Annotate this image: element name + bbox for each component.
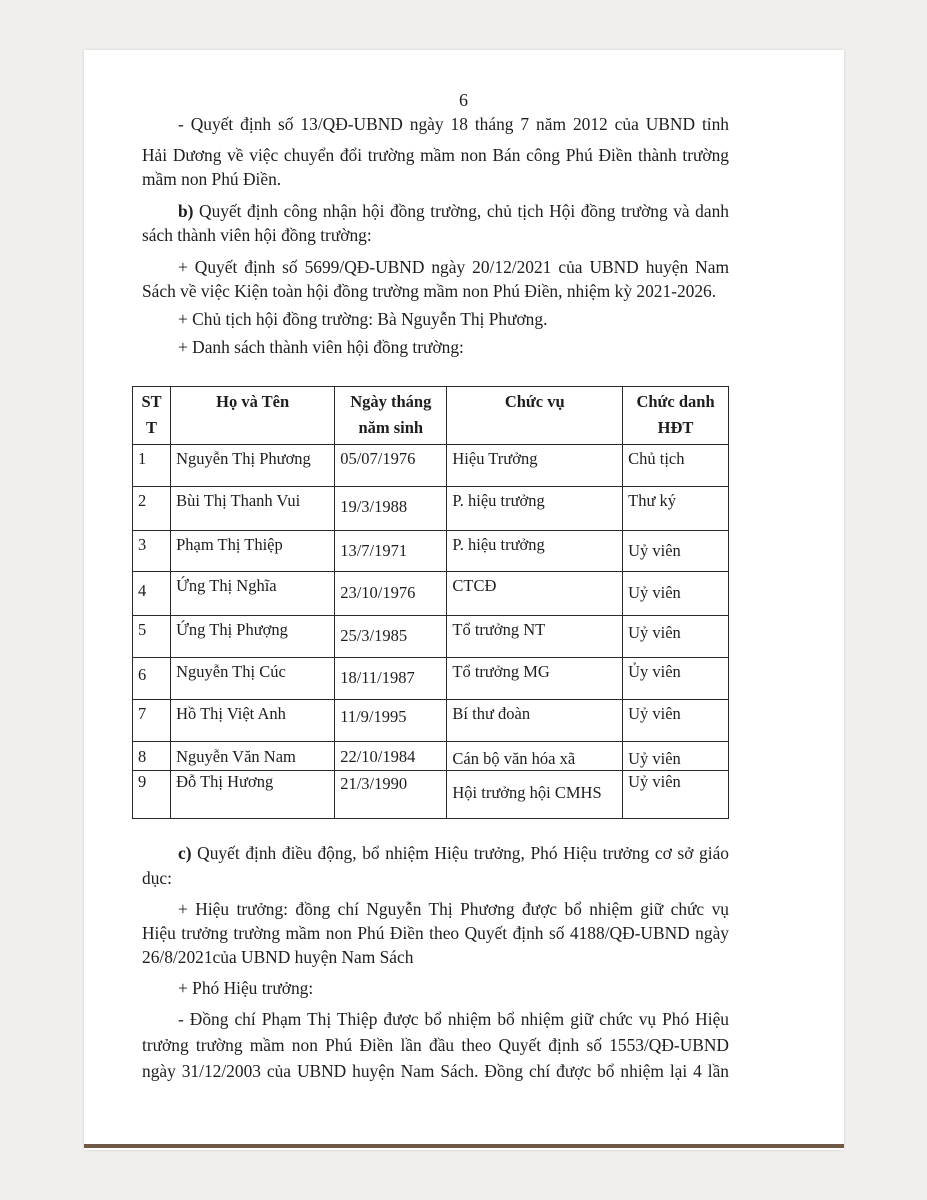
cell-role: Chủ tịch [623,445,729,487]
intro-line-1: - Quyết định số 13/QĐ-UBND ngày 18 tháng 7 năm 2012 của UBND tỉnh [178,114,729,134]
cell-position: P. hiệu trưởng [447,531,623,572]
cell-dob: 19/3/1988 [335,487,447,531]
section-b-line-2: sách thành viên hội đồng trường: [142,225,372,245]
cell-name: Nguyễn Văn Nam [171,742,335,771]
council-members-table [132,386,729,819]
table-row [133,487,729,531]
cell-position: Hội trưởng hội CMHS [447,771,623,819]
cell-dob: 11/9/1995 [335,700,447,742]
cell-name: Ứng Thị Phượng [171,616,335,658]
vice-line-1: - Đồng chí Phạm Thị Thiệp được bổ nhiệm bổ nhiệm giữ chức vụ Phó Hiệu [178,1009,729,1029]
section-c-text: Quyết định điều động, bổ nhiệm Hiệu trưởng, Phó Hiệu trưởng cơ sở giáo [197,843,729,863]
section-b-label: b) [178,201,194,221]
table-row [133,531,729,572]
cell-name: Ứng Thị Nghĩa [171,572,335,616]
table-row [133,572,729,616]
cell-name: Nguyễn Thị Phương [171,445,335,487]
cell-dob: 25/3/1985 [335,616,447,658]
cell-name: Bùi Thị Thanh Vui [171,487,335,531]
section-b-text: Quyết định công nhận hội đồng trường, chủ tịch Hội đồng trường và danh [199,201,729,221]
cell-dob: 23/10/1976 [335,572,447,616]
cell-role: Uỷ viên [623,616,729,658]
section-c-label: c) [178,843,192,863]
cell-role: Thư ký [623,487,729,531]
member-list-heading: + Danh sách thành viên hội đồng trường: [178,337,464,357]
vice-principal-heading: + Phó Hiệu trưởng: [178,978,314,998]
cell-position: CTCĐ [447,572,623,616]
cell-stt: 4 [133,572,171,616]
cell-name: Nguyễn Thị Cúc [171,658,335,700]
table-row [133,700,729,742]
cell-role: Uỷ viên [623,700,729,742]
page-number: 6 [459,90,468,110]
cell-position: Tổ trưởng NT [447,616,623,658]
cell-dob: 13/7/1971 [335,531,447,572]
page-bottom-border [84,1144,844,1148]
table-row [133,742,729,771]
cell-dob: 22/10/1984 [335,742,447,771]
table-row [133,616,729,658]
table-header-row [133,387,729,445]
header-position: Chức vụ [447,387,623,445]
cell-position: Hiệu Trưởng [447,445,623,487]
section-b-line-1 [178,200,729,222]
decision-line-1: + Quyết định số 5699/QĐ-UBND ngày 20/12/2021 của UBND huyện Nam [178,257,729,277]
principal-line-2: Hiệu trưởng trường mầm non Phú Điền theo Quyết định số 4188/QĐ-UBND ngày [142,923,729,943]
principal-line-3: 26/8/2021của UBND huyện Nam Sách [142,947,414,967]
cell-name: Phạm Thị Thiệp [171,531,335,572]
cell-position: Bí thư đoàn [447,700,623,742]
cell-dob: 21/3/1990 [335,771,447,819]
section-c-line-2: dục: [142,868,172,888]
cell-name: Hồ Thị Việt Anh [171,700,335,742]
cell-stt: 6 [133,658,171,700]
intro-line-3: mầm non Phú Điền. [142,169,282,189]
section-c-line-1 [178,842,729,864]
cell-stt: 1 [133,445,171,487]
decision-line-2: Sách về việc Kiện toàn hội đồng trường mầm non Phú Điền, nhiệm kỳ 2021-2026. [142,281,717,301]
header-stt: ST T [133,387,171,445]
cell-role: Uỷ viên [623,531,729,572]
cell-dob: 18/11/1987 [335,658,447,700]
header-role: Chức danh HĐT [623,387,729,445]
cell-dob: 05/07/1976 [335,445,447,487]
principal-line-1: + Hiệu trưởng: đồng chí Nguyễn Thị Phương được bổ nhiệm giữ chức vụ [178,899,729,919]
cell-stt: 2 [133,487,171,531]
cell-role: Uỷ viên [623,572,729,616]
vice-line-3: ngày 31/12/2003 của UBND huyện Nam Sách. Đồng chí được bổ nhiệm lại 4 lần [142,1061,729,1081]
cell-stt: 8 [133,742,171,771]
cell-name: Đỗ Thị Hương [171,771,335,819]
cell-role: Uỷ viên [623,771,729,819]
table-row [133,445,729,487]
table-row [133,771,729,819]
cell-position: Tổ trưởng MG [447,658,623,700]
table-row [133,658,729,700]
vice-line-2: trưởng trường mầm non Phú Điền lần đầu theo Quyết định số 1553/QĐ-UBND [142,1035,729,1055]
chair-line: + Chủ tịch hội đồng trường: Bà Nguyễn Thị Phương. [178,309,548,329]
header-name: Họ và Tên [171,387,335,445]
cell-position: Cán bộ văn hóa xã [447,742,623,771]
cell-stt: 5 [133,616,171,658]
cell-role: Uỷ viên [623,742,729,771]
cell-stt: 7 [133,700,171,742]
cell-position: P. hiệu trưởng [447,487,623,531]
cell-stt: 9 [133,771,171,819]
cell-stt: 3 [133,531,171,572]
cell-role: Ủy viên [623,658,729,700]
intro-line-2: Hải Dương về việc chuyển đổi trường mầm non Bán công Phú Điền thành trường [142,145,729,165]
header-dob: Ngày tháng năm sinh [335,387,447,445]
